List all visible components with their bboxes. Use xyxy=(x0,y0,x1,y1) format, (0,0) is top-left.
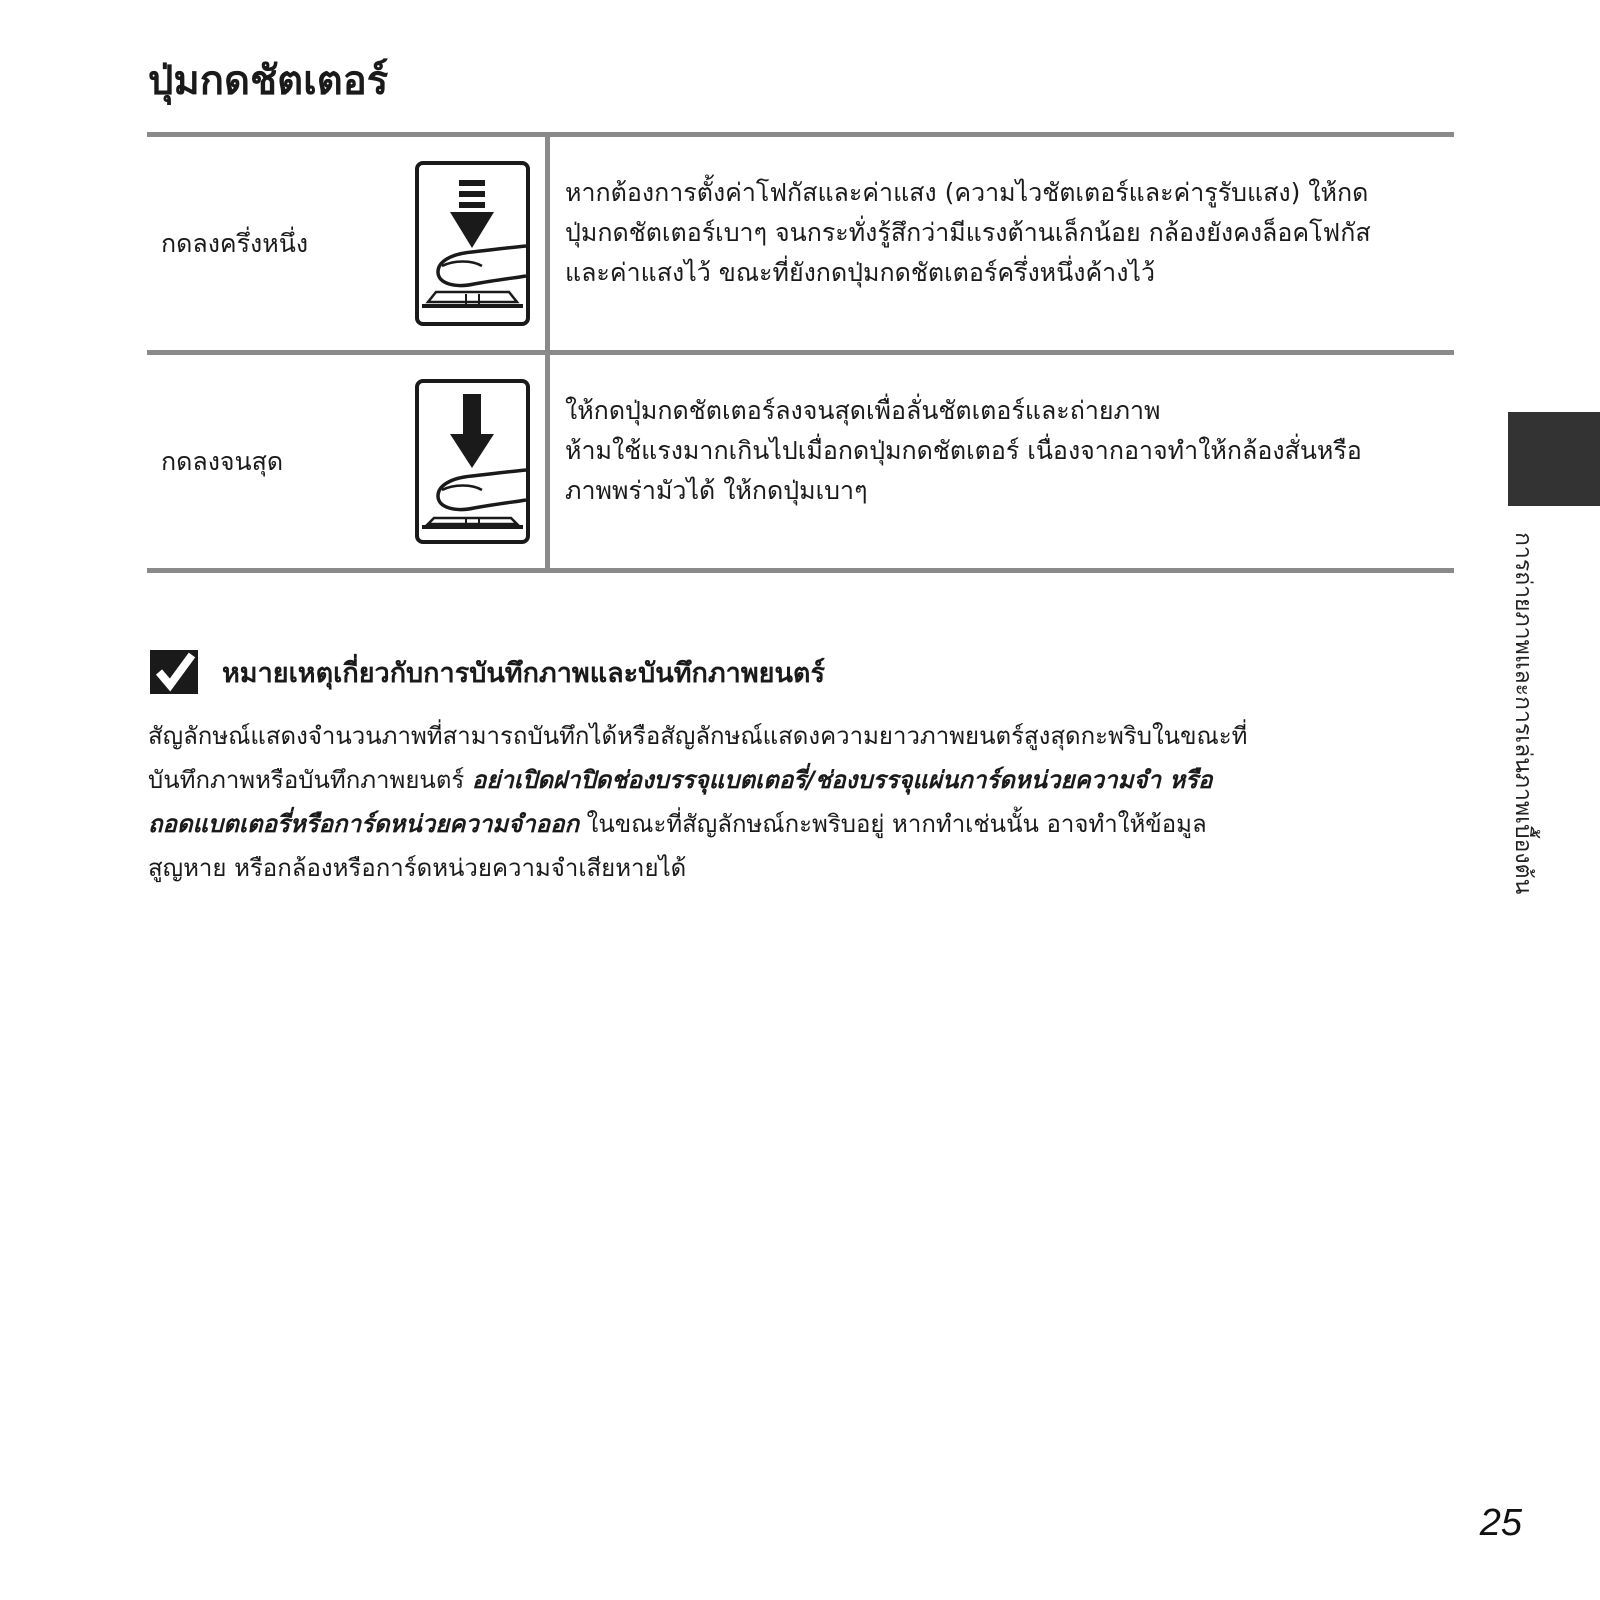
note-body xyxy=(148,714,1448,890)
page-title: ปุ่มกดชัตเตอร์ xyxy=(148,58,389,104)
note-line xyxy=(148,758,1448,802)
row-description xyxy=(550,355,1454,568)
note-text: บันทึกภาพหรือบันทึกภาพยนตร์ xyxy=(148,766,472,794)
description-line: ให้กดปุ่มกดชัตเตอร์ลงจนสุดเพื่อลั่นชัตเตอร์และถ่ายภาพ xyxy=(565,396,1161,425)
half-press-shutter-icon xyxy=(410,137,545,350)
description-line: ปุ่มกดชัตเตอร์เบาๆ จนกระทั่งรู้สึกว่ามีแรงต้านเล็กน้อย กล้องยังคงล็อคโฟกัส xyxy=(565,218,1371,247)
note-line: สูญหาย หรือกล้องหรือการ์ดหน่วยความจำเสียหายได้ xyxy=(148,854,687,882)
full-press-shutter-icon xyxy=(410,355,545,568)
note-text: ในขณะที่สัญลักษณ์กะพริบอยู่ หากทำเช่นนั้น อาจทำให้ข้อมูล xyxy=(579,810,1207,838)
note-line: สัญลักษณ์แสดงจำนวนภาพที่สามารถบันทึกได้หรือสัญลักษณ์แสดงความยาวภาพยนตร์สูงสุดกะพริบในขณะที่ xyxy=(148,722,1248,750)
note-heading xyxy=(150,650,825,694)
description-line: ห้ามใช้แรงมากเกินไปเมื่อกดปุ่มกดชัตเตอร์ เนื่องจากอาจทำให้กล้องสั่นหรือ xyxy=(565,436,1362,465)
description-line: หากต้องการตั้งค่าโฟกัสและค่าแสง (ความไวชัตเตอร์และค่ารูรับแสง) ให้กด xyxy=(565,178,1369,207)
note-warning: ถอดแบตเตอรี่หรือการ์ดหน่วยความจำออก xyxy=(148,810,580,838)
note-title: หมายเหตุเกี่ยวกับการบันทึกภาพและบันทึกภาพยนตร์ xyxy=(222,657,825,689)
chapter-tab xyxy=(1508,412,1600,506)
description-line: ภาพพร่ามัวได้ ให้กดปุ่มเบาๆ xyxy=(565,476,868,505)
chapter-title: การถ่ายภาพและการเล่นภาพเบื้องต้น xyxy=(1510,532,1536,895)
row-description xyxy=(550,137,1454,350)
description-line: และค่าแสงไว้ ขณะที่ยังกดปุ่มกดชัตเตอร์ครึ่งหนึ่งค้างไว้ xyxy=(565,258,1156,287)
full-press-row xyxy=(147,355,1454,573)
shutter-table xyxy=(147,132,1454,573)
note-warning: อย่าเปิดฝาปิดช่องบรรจุแบตเตอรี่/ช่องบรรจุแผ่นการ์ดหน่วยความจำ หรือ xyxy=(471,766,1213,794)
check-icon xyxy=(150,650,198,694)
row-label: กดลงครึ่งหนึ่ง xyxy=(161,228,309,258)
page-number: 25 xyxy=(1479,1502,1522,1544)
half-press-row xyxy=(147,137,1454,355)
row-label: กดลงจนสุด xyxy=(161,446,284,476)
note-line xyxy=(148,802,1448,846)
